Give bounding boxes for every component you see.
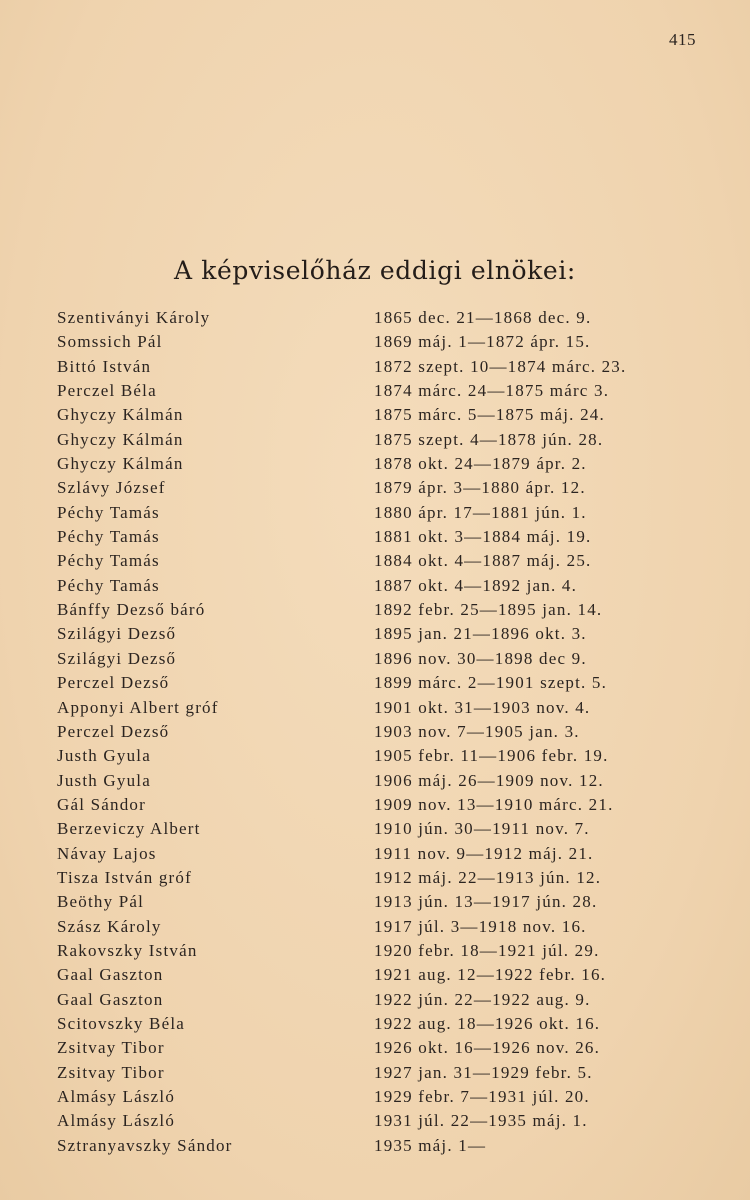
term-dates: 1935 máj. 1—: [374, 1135, 487, 1155]
term-dates: 1901 okt. 31—1903 nov. 4.: [374, 697, 591, 717]
list-item: [0, 306, 750, 330]
president-name: Perczel Béla: [57, 381, 157, 401]
president-name: Beöthy Pál: [57, 892, 145, 912]
list-item: [0, 476, 750, 500]
term-dates: 1903 nov. 7—1905 jan. 3.: [374, 721, 580, 741]
term-dates: 1896 nov. 30—1898 dec 9.: [374, 648, 587, 668]
page-number: 415: [669, 30, 696, 49]
list-item: [0, 598, 750, 622]
term-dates: 1931 júl. 22—1935 máj. 1.: [374, 1111, 588, 1131]
president-name: Apponyi Albert gróf: [57, 697, 219, 717]
president-name: Perczel Dezső: [57, 721, 170, 741]
term-dates: 1879 ápr. 3—1880 ápr. 12.: [374, 478, 586, 498]
president-name: Szilágyi Dezső: [57, 624, 177, 644]
presidents-list: [0, 306, 750, 1158]
list-item: [0, 988, 750, 1012]
president-name: Szilágyi Dezső: [57, 648, 177, 668]
list-item: [0, 574, 750, 598]
term-dates: 1913 jún. 13—1917 jún. 28.: [374, 892, 598, 912]
list-item: [0, 842, 750, 866]
term-dates: 1884 okt. 4—1887 máj. 25.: [374, 551, 592, 571]
president-name: Almásy László: [57, 1087, 176, 1106]
list-item: [0, 452, 750, 476]
list-item: [0, 769, 750, 793]
list-item: [0, 963, 750, 987]
term-dates: 1921 aug. 12—1922 febr. 16.: [374, 965, 607, 985]
president-name: Bánffy Dezső báró: [57, 600, 206, 620]
president-name: Péchy Tamás: [57, 527, 160, 547]
term-dates: 1869 máj. 1—1872 ápr. 15.: [374, 332, 591, 352]
president-name: Almásy László: [57, 1111, 176, 1131]
term-dates: 1881 okt. 3—1884 máj. 19.: [374, 527, 592, 547]
list-item: [0, 1061, 750, 1085]
president-name: Justh Gyula: [57, 746, 151, 766]
list-item: [0, 915, 750, 939]
list-item: [0, 1109, 750, 1133]
president-name: Péchy Tamás: [57, 551, 160, 571]
page-title: A képviselőház eddigi elnökei:: [174, 256, 576, 285]
president-name: Szlávy József: [57, 478, 166, 498]
term-dates: 1875 szept. 4—1878 jún. 28.: [374, 429, 604, 449]
term-dates: 1878 okt. 24—1879 ápr. 2.: [374, 454, 587, 474]
president-name: Justh Gyula: [57, 770, 151, 790]
term-dates: 1929 febr. 7—1931 júl. 20.: [374, 1087, 590, 1106]
president-name: Gaal Gaszton: [57, 965, 164, 985]
president-name: Ghyczy Kálmán: [57, 454, 184, 474]
list-item: [0, 1012, 750, 1036]
list-item: [0, 525, 750, 549]
term-dates: 1917 júl. 3—1918 nov. 16.: [374, 916, 587, 936]
list-item: [0, 647, 750, 671]
president-name: Ghyczy Kálmán: [57, 405, 184, 425]
term-dates: 1909 nov. 13—1910 márc. 21.: [374, 794, 614, 814]
list-item: [0, 1085, 750, 1109]
president-name: Zsitvay Tibor: [57, 1062, 165, 1082]
term-dates: 1865 dec. 21—1868 dec. 9.: [374, 308, 592, 327]
president-name: Sztranyavszky Sándor: [57, 1135, 233, 1155]
term-dates: 1906 máj. 26—1909 nov. 12.: [374, 770, 604, 790]
term-dates: 1927 jan. 31—1929 febr. 5.: [374, 1062, 593, 1082]
term-dates: 1872 szept. 10—1874 márc. 23.: [374, 356, 627, 376]
term-dates: 1905 febr. 11—1906 febr. 19.: [374, 746, 609, 766]
list-item: [0, 696, 750, 720]
term-dates: 1895 jan. 21—1896 okt. 3.: [374, 624, 587, 644]
term-dates: 1910 jún. 30—1911 nov. 7.: [374, 819, 590, 839]
list-item: [0, 330, 750, 354]
term-dates: 1887 okt. 4—1892 jan. 4.: [374, 575, 578, 595]
list-item: [0, 890, 750, 914]
term-dates: 1875 márc. 5—1875 máj. 24.: [374, 405, 605, 425]
list-item: [0, 1134, 750, 1158]
term-dates: 1922 aug. 18—1926 okt. 16.: [374, 1013, 601, 1033]
term-dates: 1874 márc. 24—1875 márc 3.: [374, 381, 610, 401]
term-dates: 1899 márc. 2—1901 szept. 5.: [374, 673, 608, 693]
president-name: Gaal Gaszton: [57, 989, 164, 1009]
list-item: [0, 622, 750, 646]
president-name: Péchy Tamás: [57, 502, 160, 522]
list-item: [0, 817, 750, 841]
president-name: Gál Sándor: [57, 794, 146, 814]
president-name: Szentiványi Károly: [57, 308, 211, 327]
term-dates: 1911 nov. 9—1912 máj. 21.: [374, 843, 594, 863]
president-name: Bittó István: [57, 356, 152, 376]
list-item: [0, 866, 750, 890]
term-dates: 1920 febr. 18—1921 júl. 29.: [374, 940, 600, 960]
president-name: Scitovszky Béla: [57, 1013, 186, 1033]
term-dates: 1892 febr. 25—1895 jan. 14.: [374, 600, 603, 620]
term-dates: 1926 okt. 16—1926 nov. 26.: [374, 1038, 601, 1058]
list-item: [0, 1036, 750, 1060]
president-name: Zsitvay Tibor: [57, 1038, 165, 1058]
president-name: Návay Lajos: [57, 843, 157, 863]
list-item: [0, 355, 750, 379]
list-item: [0, 403, 750, 427]
list-item: [0, 671, 750, 695]
list-item: [0, 501, 750, 525]
list-item: [0, 379, 750, 403]
president-name: Ghyczy Kálmán: [57, 429, 184, 449]
term-dates: 1912 máj. 22—1913 jún. 12.: [374, 867, 602, 887]
president-name: Somssich Pál: [57, 332, 163, 352]
list-item: [0, 793, 750, 817]
list-item: [0, 720, 750, 744]
president-name: Péchy Tamás: [57, 575, 160, 595]
president-name: Rakovszky István: [57, 940, 198, 960]
term-dates: 1880 ápr. 17—1881 jún. 1.: [374, 502, 587, 522]
list-item: [0, 549, 750, 573]
list-item: [0, 428, 750, 452]
list-item: [0, 939, 750, 963]
list-item: [0, 744, 750, 768]
president-name: Berzeviczy Albert: [57, 819, 201, 839]
term-dates: 1922 jún. 22—1922 aug. 9.: [374, 989, 591, 1009]
president-name: Szász Károly: [57, 916, 162, 936]
president-name: Perczel Dezső: [57, 673, 170, 693]
president-name: Tisza István gróf: [57, 867, 192, 887]
